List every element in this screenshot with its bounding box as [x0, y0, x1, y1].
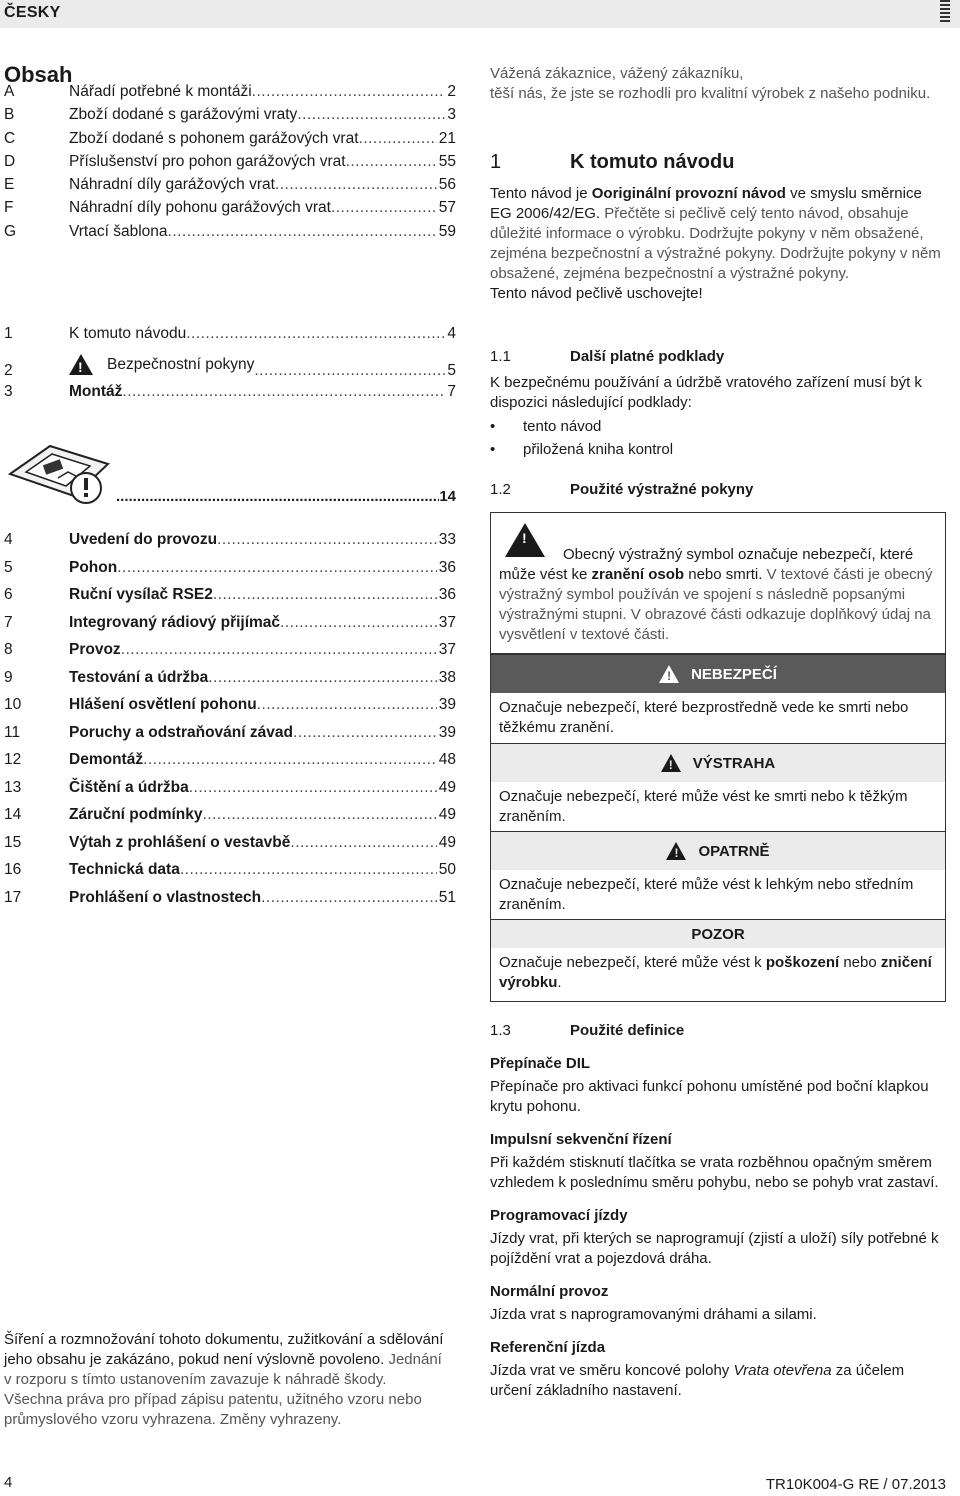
toc-number: 12 [4, 751, 22, 768]
definition-item [490, 1282, 946, 1325]
toc-appendix [4, 83, 456, 246]
section-1-text: Tento návod je Ooriginální provozní návod ve smyslu směrnice EG 2006/42/EG. Přečtěte si pečlivě celý tento návod, obsahuje důležité informace o výrobku. Dodržujte pokyny v něm obsažené, zejména bezpečnostní a výstražné pokyny. Dodržujte pokyny v něm obsažené, zejména bezpečnostní a výstražné pokyny. [490, 185, 941, 282]
definition-text: Při každém stisknutí tlačítka se vrata rozběhnou opačným směrem vzhledem k poslednímu směru pohybu, nebo se pohyb vrat zastaví. [490, 1154, 939, 1191]
toc-entry[interactable] [4, 531, 456, 559]
toc-dots [186, 325, 445, 343]
page-number: 4 [4, 1474, 13, 1491]
toc-dots [121, 641, 437, 659]
toc-entry[interactable] [4, 153, 456, 176]
toc-entry[interactable] [4, 669, 456, 697]
toc-number: 9 [4, 668, 13, 686]
toc-label-wrap [69, 559, 117, 577]
section-1-2 [490, 480, 946, 500]
toc-label: Demontáž [69, 751, 144, 768]
toc-number: 1 [4, 325, 13, 342]
toc-label-wrap [69, 861, 180, 879]
toc-label-wrap [69, 586, 213, 604]
toc-number: 14 [4, 806, 22, 823]
toc-page: 55 [438, 152, 456, 170]
toc-label-wrap [69, 354, 254, 375]
toc-dots [189, 779, 437, 797]
toc-label-wrap [69, 106, 297, 124]
caution-text: Označuje nebezpečí, které může vést k lehkým nebo středním zraněním. [499, 876, 914, 913]
toc-page: 59 [438, 222, 456, 240]
toc-dots [290, 834, 436, 852]
toc-label: Testování a údržba [69, 668, 209, 686]
toc-label-wrap [69, 751, 143, 769]
toc-page: 36 [438, 586, 456, 603]
notice-box [490, 919, 946, 1002]
toc-label-wrap [69, 641, 121, 659]
toc-dots [116, 488, 439, 505]
toc-page: 49 [438, 833, 456, 851]
definition-item [490, 1206, 946, 1269]
toc-title: Obsah [4, 62, 73, 87]
toc-entry[interactable] [4, 889, 456, 917]
toc-page: 48 [438, 751, 456, 768]
toc-label-wrap [69, 696, 257, 714]
toc-number: 5 [4, 558, 13, 576]
toc-label-wrap [69, 889, 261, 907]
toc-page: 39 [438, 696, 456, 713]
bullet-list [490, 417, 946, 460]
notice-header: POZOR [491, 920, 945, 948]
warning-icon [659, 665, 679, 683]
toc-entry[interactable] [4, 724, 456, 752]
toc-page: 56 [438, 176, 456, 194]
toc-page: 50 [438, 861, 456, 878]
toc-label: Montáž [69, 383, 123, 400]
general-warning-box [490, 512, 946, 654]
toc-label-wrap [69, 83, 252, 101]
definition-term: Přepínače DIL [490, 1055, 591, 1072]
toc-label: Čištění a údržba [69, 778, 189, 796]
section-heading: 1.1 Další platné podklady [490, 348, 725, 365]
definition-item [490, 1054, 946, 1117]
toc-label: Nářadí potřebné k montáži [69, 83, 252, 100]
bullet-icon: • [490, 418, 496, 435]
toc-label: Zboží dodané s pohonem garážových vrat [69, 129, 359, 147]
toc-label-wrap [69, 779, 189, 797]
toc-page: 21 [438, 129, 456, 147]
definition-term: Programovací jízdy [490, 1207, 628, 1224]
toc-number: G [4, 222, 17, 240]
toc-label: Ruční vysílač RSE2 [69, 586, 213, 603]
toc-label: Integrovaný rádiový přijímač [69, 613, 281, 631]
toc-entry[interactable] [4, 199, 456, 222]
toc-number: 15 [4, 833, 22, 851]
definition-text: Jízdy vrat, při kterých se naprogramují (zjistí a uloží) síly potřebné k pojíždění vrat a pojezdová dráha. [490, 1230, 939, 1267]
toc-page: 37 [438, 641, 456, 658]
danger-header: ! NEBEZPEČÍ [491, 655, 945, 693]
toc-dots [208, 669, 437, 687]
definitions-list [490, 1054, 946, 1325]
toc-label: Záruční podmínky [69, 806, 203, 823]
toc-number: 8 [4, 641, 13, 658]
section-heading: 1 K tomuto návodu [490, 151, 735, 173]
toc-dots [261, 889, 437, 907]
toc-dots [180, 861, 437, 879]
toc-number: C [4, 129, 16, 147]
toc-label: Zboží dodané s garážovými vraty [69, 106, 298, 124]
toc-page: 3 [447, 106, 456, 124]
toc-label-wrap [69, 199, 331, 217]
toc-label: Hlášení osvětlení pohonu [69, 696, 257, 713]
print-mark-icon [940, 0, 950, 22]
toc-dots [257, 696, 437, 714]
toc-number: A [4, 83, 15, 100]
toc-dots [117, 559, 437, 577]
toc-number: 11 [4, 723, 21, 741]
toc-dots [143, 751, 437, 769]
toc-mounting-entry[interactable] [116, 488, 456, 505]
definition-term: Impulsní sekvenční řízení [490, 1131, 672, 1148]
toc-page: 39 [438, 723, 456, 741]
toc-dots [213, 586, 437, 604]
toc-dots [331, 199, 437, 217]
danger-text: Označuje nebezpečí, které bezprostředně vede ke smrti nebo těžkému zranění. [499, 699, 909, 736]
toc-label-wrap [69, 834, 290, 852]
definition-text: Jízda vrat s naprogramovanými dráhami a silami. [490, 1306, 817, 1323]
toc-page: 49 [438, 806, 456, 823]
toc-dots [168, 223, 437, 241]
intro-salutation: Vážená zákaznice, vážený zákazníku, [490, 65, 744, 82]
toc-number: E [4, 176, 15, 194]
toc-label-wrap [69, 325, 186, 343]
toc-label: Uvedení do provozu [69, 531, 218, 548]
danger-box [490, 654, 946, 747]
section-1-3 [490, 1021, 946, 1401]
toc-entry[interactable] [4, 130, 456, 153]
toc-label-wrap [69, 223, 168, 241]
toc-number: 4 [4, 531, 13, 548]
toc-dots [280, 614, 437, 632]
definition-term: Referenční jízda [490, 1339, 606, 1356]
toc-entry[interactable] [4, 354, 456, 383]
toc-entry[interactable] [4, 861, 456, 889]
general-warning-text: Obecný výstražný symbol označuje nebezpečí, které může vést ke zranění osob nebo smrti. V textové části je obecný výstražný symbol používán ve spojení s následně popsanými výstražnými stupni. V obrazové části odkazuje doplňkový údaj na vysvětlení v textové části. [499, 546, 933, 643]
mounting-section-icon [4, 438, 116, 506]
warning-text: Označuje nebezpečí, které může vést ke smrti nebo k těžkým zraněním. [499, 788, 908, 825]
toc-label: Vrtací šablona [69, 222, 168, 240]
list-item [490, 417, 946, 437]
toc-dots [293, 724, 437, 742]
toc-number: 2 [4, 362, 13, 379]
toc-number: F [4, 199, 14, 217]
section-1-1 [490, 347, 946, 460]
toc-dots [252, 83, 446, 101]
toc-entry[interactable] [4, 751, 456, 779]
toc-label: Náhradní díly pohonu garážových vrat [69, 199, 331, 217]
toc-rest [4, 531, 456, 916]
toc-dots [203, 806, 437, 824]
toc-dots [297, 106, 445, 124]
list-item-text: přiložená kniha kontrol [523, 441, 674, 458]
toc-dots [359, 130, 437, 148]
toc-page: 4 [447, 325, 456, 342]
toc-entry[interactable] [4, 383, 456, 412]
toc-dots [275, 176, 437, 194]
section-1-keep: Tento návod pečlivě uschovejte! [490, 285, 703, 302]
toc-number: D [4, 152, 16, 170]
toc-entry[interactable] [4, 325, 456, 354]
toc-number: 16 [4, 861, 22, 878]
intro [490, 64, 946, 104]
toc-entry[interactable] [4, 696, 456, 724]
toc-page: 49 [438, 778, 456, 796]
toc-page: 37 [438, 613, 456, 631]
copyright-notice: Šíření a rozmnožování tohoto dokumentu, zužitkování a sdělování jeho obsahu je zakázáno, pokud není výslovně povoleno. Jednání v rozporu s tímto ustanovením zavazuje k náhradě škody. Všechna práva pro případ zápisu patentu, užitného vzoru nebo průmyslového vzoru vyhrazena. Změny vyhrazeny. [4, 1331, 444, 1428]
toc-label: Technická data [69, 861, 180, 878]
toc-label: Pohon [69, 558, 118, 576]
toc-number: 17 [4, 888, 22, 906]
toc-label-wrap [69, 724, 293, 742]
toc-label: Výtah z prohlášení o vestavbě [69, 833, 291, 851]
toc-label: Prohlášení o vlastnostech [69, 888, 262, 906]
toc-page: 7 [447, 383, 456, 400]
definition-term: Normální provoz [490, 1283, 609, 1300]
toc-entry[interactable] [4, 806, 456, 834]
caution-box [490, 831, 946, 924]
toc-page: 33 [438, 531, 456, 548]
toc-number: 3 [4, 383, 13, 400]
toc-label-wrap [69, 531, 217, 549]
toc-dots [122, 383, 445, 401]
list-item [490, 440, 946, 460]
toc-entry[interactable] [4, 83, 456, 106]
toc-entry[interactable] [4, 834, 456, 862]
warning-box [490, 743, 946, 836]
section-heading: 1.2 Použité výstražné pokyny [490, 481, 754, 498]
toc-label: Poruchy a odstraňování závad [69, 723, 293, 741]
toc-label: K tomuto návodu [69, 325, 187, 342]
toc-label-wrap [69, 806, 203, 824]
toc-label: Provoz [69, 641, 121, 658]
toc-dots [217, 531, 437, 549]
toc-label: Příslušenství pro pohon garážových vrat [69, 152, 346, 170]
toc-page: 2 [447, 83, 456, 100]
toc-label-wrap [69, 669, 208, 687]
bullet-icon: • [490, 441, 496, 458]
toc-entry[interactable] [4, 106, 456, 129]
caution-header: ! OPATRNĚ [491, 832, 945, 870]
toc-label-wrap [69, 383, 122, 401]
notice-text: Označuje nebezpečí, které může vést k poškození nebo zničení výrobku. [499, 954, 932, 991]
toc-page: 5 [447, 362, 456, 379]
warning-icon [505, 523, 545, 557]
toc-number: 10 [4, 696, 22, 713]
toc-entry[interactable] [4, 176, 456, 199]
toc-main [4, 325, 456, 412]
toc-entry[interactable] [4, 223, 456, 246]
document-id: TR10K004-G RE / 07.2013 [765, 1476, 946, 1493]
definition-text: Přepínače pro aktivaci funkcí pohonu umístěné pod boční klapkou krytu pohonu. [490, 1078, 929, 1115]
toc-number: B [4, 106, 15, 124]
toc-label-wrap [69, 130, 359, 148]
section-heading: 1.3 Použité definice [490, 1022, 685, 1039]
toc-entry[interactable] [4, 559, 456, 587]
toc-page: 57 [438, 199, 456, 217]
toc-number: 7 [4, 613, 13, 631]
toc-page: 38 [438, 668, 456, 686]
warning-icon [69, 354, 93, 375]
toc-page: 14 [439, 488, 456, 505]
toc-entry[interactable] [4, 586, 456, 614]
warning-header: ! VÝSTRAHA [491, 744, 945, 782]
toc-label-wrap [69, 614, 280, 632]
toc-page: 36 [438, 558, 456, 576]
language-label: ČESKY [4, 4, 61, 21]
section-1-1-text: K bezpečnému používání a údržbě vratového zařízení musí být k dispozici následující podklady: [490, 374, 922, 411]
toc-page: 51 [438, 888, 456, 906]
toc-label-wrap [69, 153, 346, 171]
toc-number: 13 [4, 778, 22, 796]
toc-label: Náhradní díly garážových vrat [69, 176, 275, 194]
toc-entry[interactable] [4, 779, 456, 807]
definition-item [490, 1338, 946, 1401]
warning-icon [661, 754, 681, 772]
definition-item [490, 1130, 946, 1193]
toc-label: Bezpečnostní pokyny [107, 355, 255, 373]
toc-dots [346, 153, 437, 171]
toc-label-wrap [69, 176, 275, 194]
list-item-text: tento návod [523, 418, 602, 435]
header-bar [0, 0, 960, 28]
toc-number: 6 [4, 586, 13, 603]
section-1 [490, 152, 946, 304]
toc-entry[interactable] [4, 641, 456, 669]
warning-icon [666, 842, 686, 860]
toc-entry[interactable] [4, 614, 456, 642]
toc-dots [254, 362, 445, 380]
intro-text: těší nás, že jste se rozhodli pro kvalitní výrobek z našeho podniku. [490, 85, 931, 102]
definition-text: Jízda vrat ve směru koncové polohy Vrata otevřena za účelem určení základního nastavení. [490, 1362, 905, 1399]
